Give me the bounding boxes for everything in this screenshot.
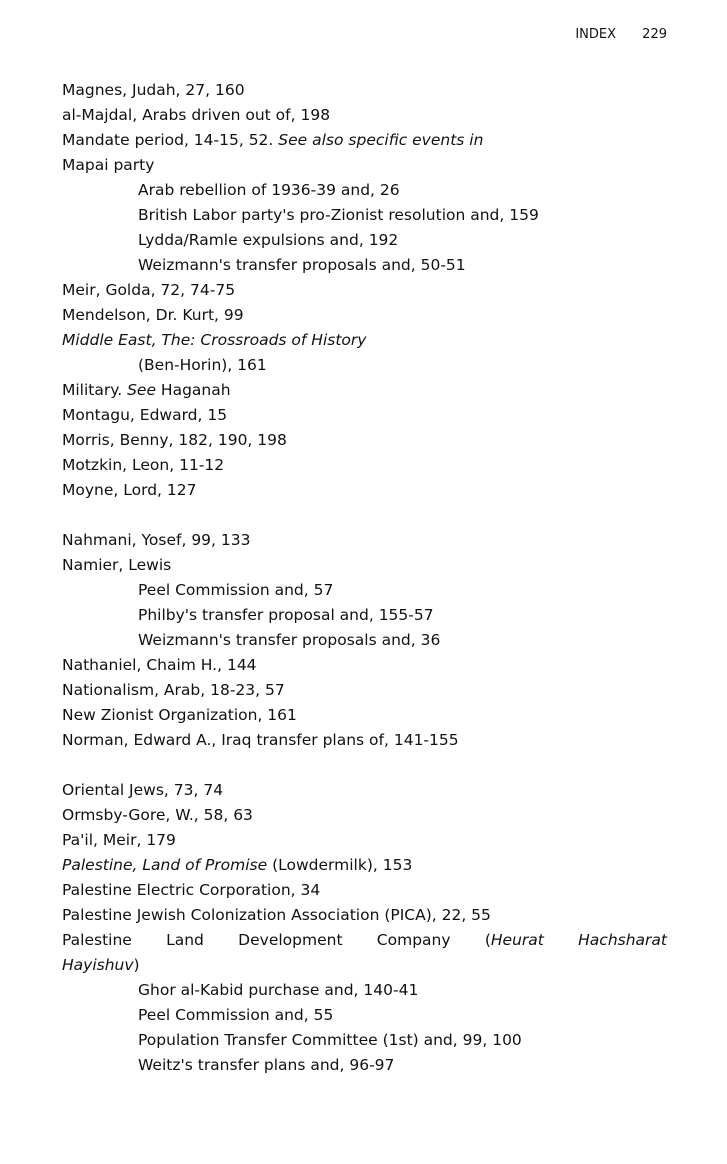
running-header bbox=[575, 27, 667, 42]
index-entry: Meir, Golda, 72, 74-75 bbox=[62, 281, 236, 299]
index-entry: Namier, Lewis bbox=[62, 556, 172, 574]
section-title: INDEX bbox=[575, 27, 617, 42]
index-entry: Palestine, Land of Promise (Lowdermilk), 153 bbox=[62, 856, 413, 874]
index-subentry: Weizmann's transfer proposals and, 50-51 bbox=[138, 256, 466, 274]
index-entry: Pa'il, Meir, 179 bbox=[62, 831, 176, 849]
index-subentry: Peel Commission and, 55 bbox=[138, 1006, 334, 1024]
index-subentry: Arab rebellion of 1936-39 and, 26 bbox=[138, 181, 400, 199]
index-subentry: Ghor al-Kabid purchase and, 140-41 bbox=[138, 981, 419, 999]
index-entry: New Zionist Organization, 161 bbox=[62, 706, 297, 724]
index-entry-continuation: (Ben-Horin), 161 bbox=[138, 356, 267, 374]
index-subentry: Weizmann's transfer proposals and, 36 bbox=[138, 631, 441, 649]
index-entry: al-Majdal, Arabs driven out of, 198 bbox=[62, 106, 331, 124]
index-entry: Palestine Jewish Colonization Association (PICA), 22, 55 bbox=[62, 906, 491, 924]
index-subentry: Philby's transfer proposal and, 155-57 bbox=[138, 606, 434, 624]
index-entry: Morris, Benny, 182, 190, 198 bbox=[62, 431, 287, 449]
index-entry: Oriental Jews, 73, 74 bbox=[62, 781, 224, 799]
index-entry: Norman, Edward A., Iraq transfer plans of, 141-155 bbox=[62, 731, 459, 749]
index-entry: Middle East, The: Crossroads of History bbox=[62, 331, 367, 349]
index-entry: Ormsby-Gore, W., 58, 63 bbox=[62, 806, 253, 824]
index-entry: Palestine Electric Corporation, 34 bbox=[62, 881, 321, 899]
index-entry: Mendelson, Dr. Kurt, 99 bbox=[62, 306, 244, 324]
page-number: 229 bbox=[642, 27, 667, 42]
index-subentry: British Labor party's pro-Zionist resolution and, 159 bbox=[138, 206, 539, 224]
index-entry: Magnes, Judah, 27, 160 bbox=[62, 81, 245, 99]
index-entry: Nathaniel, Chaim H., 144 bbox=[62, 656, 257, 674]
index-entry: Nahmani, Yosef, 99, 133 bbox=[62, 531, 251, 549]
index-subentry: Lydda/Ramle expulsions and, 192 bbox=[138, 231, 399, 249]
index-entry: Mandate period, 14-15, 52. See also specific events in bbox=[62, 131, 484, 149]
index-entry: Moyne, Lord, 127 bbox=[62, 481, 197, 499]
index-entry: Mapai party bbox=[62, 156, 155, 174]
index-entry: Motzkin, Leon, 11-12 bbox=[62, 456, 225, 474]
index-entry-continuation: Hayishuv) bbox=[62, 956, 140, 974]
index-entry: Montagu, Edward, 15 bbox=[62, 406, 228, 424]
index-subentry: Weitz's transfer plans and, 96-97 bbox=[138, 1056, 395, 1074]
index-subentry: Peel Commission and, 57 bbox=[138, 581, 334, 599]
index-entry: Palestine Land Development Company (Heurat Hachsharat bbox=[62, 931, 667, 949]
index-entry: Nationalism, Arab, 18-23, 57 bbox=[62, 681, 285, 699]
index-entry: Military. See Haganah bbox=[62, 381, 231, 399]
index-list bbox=[62, 78, 667, 1078]
index-subentry: Population Transfer Committee (1st) and, 99, 100 bbox=[138, 1031, 522, 1049]
